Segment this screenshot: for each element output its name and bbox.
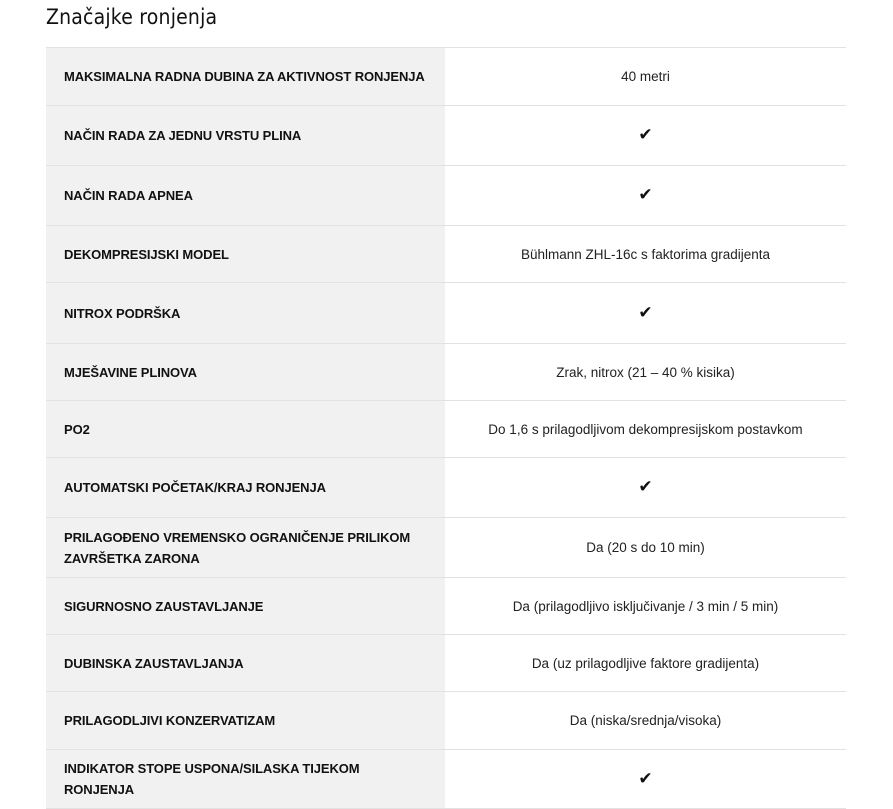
row-label: INDIKATOR STOPE USPONA/SILASKA TIJEKOM RONJENJA (46, 750, 445, 808)
table-row (46, 283, 846, 344)
table-row (46, 750, 846, 809)
table-row (46, 578, 846, 635)
row-label: DUBINSKA ZAUSTAVLJANJA (46, 635, 445, 691)
row-value: Da (uz prilagodljive faktore gradijenta) (445, 635, 846, 691)
features-table (46, 47, 846, 809)
checkmark-icon: ✔ (638, 477, 653, 497)
table-row (46, 518, 846, 578)
table-row (46, 401, 846, 458)
table-row (46, 458, 846, 518)
row-label: PRILAGOĐENO VREMENSKO OGRANIČENJE PRILIKOM ZAVRŠETKA ZARONA (46, 518, 445, 577)
row-label: DEKOMPRESIJSKI MODEL (46, 226, 445, 282)
section-title: Značajke ronjenja (46, 5, 218, 29)
row-value: Do 1,6 s prilagodljivom dekompresijskom postavkom (445, 401, 846, 457)
row-label: NITROX PODRŠKA (46, 283, 445, 343)
checkmark-icon: ✔ (638, 302, 653, 323)
table-row (46, 166, 846, 226)
row-value: Zrak, nitrox (21 – 40 % kisika) (445, 344, 846, 400)
table-row (46, 692, 846, 750)
row-value: Da (20 s do 10 min) (445, 518, 846, 577)
row-value: Da (niska/srednja/visoka) (445, 692, 846, 749)
row-label: MJEŠAVINE PLINOVA (46, 344, 445, 400)
table-row (46, 226, 846, 283)
checkmark-icon: ✔ (638, 185, 653, 205)
row-label: PRILAGODLJIVI KONZERVATIZAM (46, 692, 445, 749)
row-value: Da (prilagodljivo isključivanje / 3 min / 5 min) (445, 578, 846, 634)
table-row (46, 635, 846, 692)
row-label: SIGURNOSNO ZAUSTAVLJANJE (46, 578, 445, 634)
row-label: MAKSIMALNA RADNA DUBINA ZA AKTIVNOST RONJENJA (46, 48, 445, 105)
table-row (46, 106, 846, 166)
row-value: 40 metri (445, 48, 846, 105)
checkmark-icon: ✔ (638, 125, 653, 145)
row-label: NAČIN RADA ZA JEDNU VRSTU PLINA (46, 106, 445, 165)
row-label: NAČIN RADA APNEA (46, 166, 445, 225)
row-label: PO2 (46, 401, 445, 457)
table-row (46, 48, 846, 106)
checkmark-icon: ✔ (638, 768, 653, 789)
table-row (46, 344, 846, 401)
row-label: AUTOMATSKI POČETAK/KRAJ RONJENJA (46, 458, 445, 517)
row-value: Bühlmann ZHL-16c s faktorima gradijenta (445, 226, 846, 282)
